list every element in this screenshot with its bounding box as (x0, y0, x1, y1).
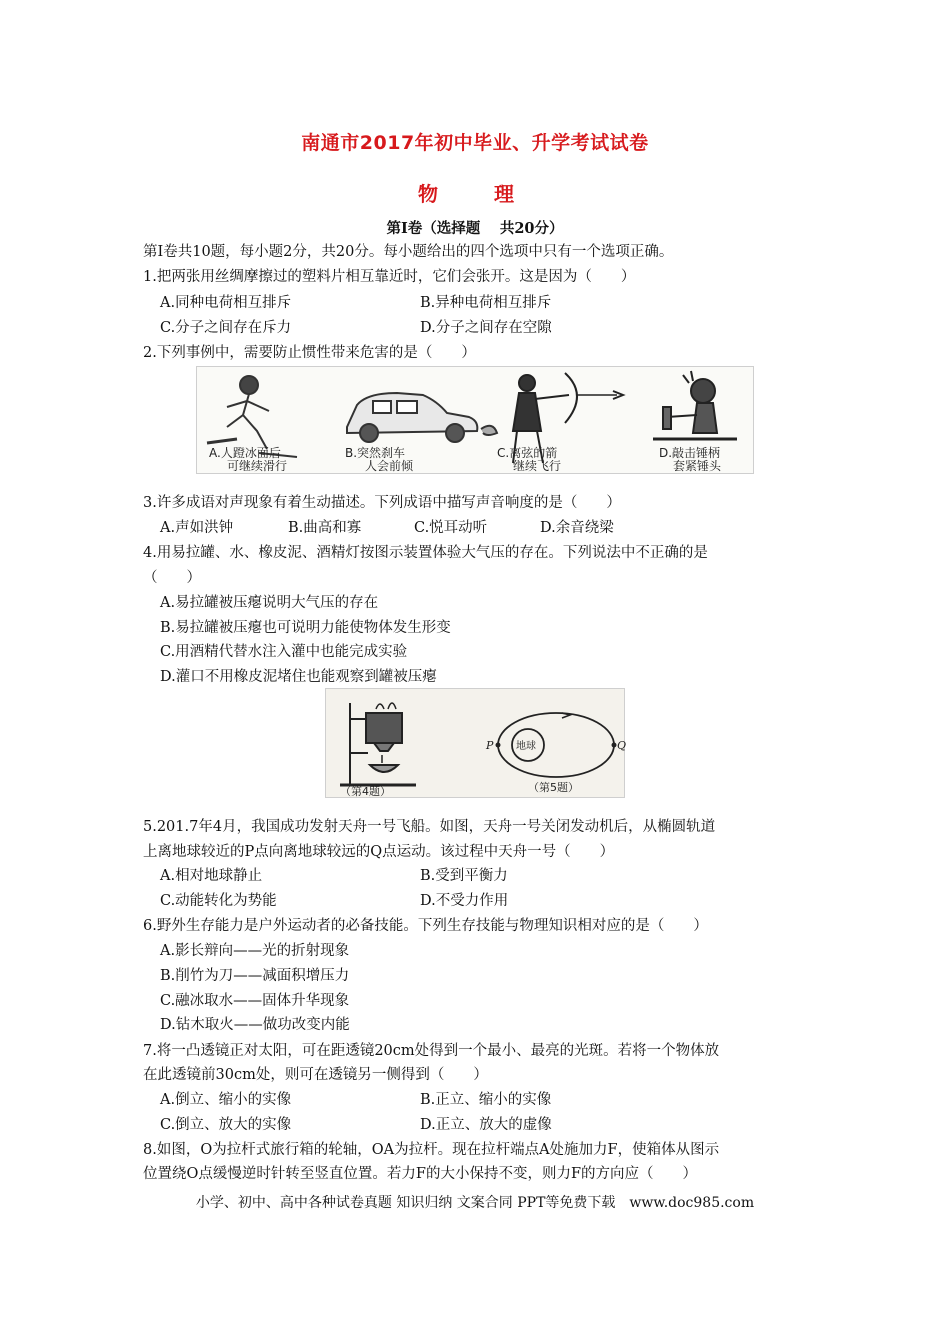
point-q-marker (612, 743, 617, 748)
point-q-label: Q (617, 739, 627, 752)
q2-illustration (197, 367, 753, 473)
q8-stem-line1: 8.如图，O为拉杆式旅行箱的轮轴，OA为拉杆。现在拉杆端点A处施加力F，使箱体从图示 (143, 1142, 720, 1158)
q6-option-b: B.削竹为刀——减面积增压力 (160, 968, 350, 984)
q1-option-b: B.异种电荷相互排斥 (420, 295, 552, 311)
q1-option-d: D.分子之间存在空隙 (420, 320, 552, 336)
car-image (347, 393, 497, 442)
q1-option-a: A.同种电荷相互排斥 (160, 295, 292, 311)
q2-caption-d1: D.敲击锤柄 (659, 446, 721, 460)
q2-figure (196, 366, 754, 474)
skater-image (207, 376, 297, 457)
q3-option-d: D.余音绕梁 (540, 520, 614, 536)
q2-stem: 2.下列事例中，需要防止惯性带来危害的是（ ） (143, 345, 476, 361)
q3-option-c: C.悦耳动听 (414, 520, 488, 536)
q2-caption-c1: C.离弦的箭 (497, 446, 558, 460)
q5-stem-line2: 上离地球较近的P点向离地球较远的Q点运动。该过程中天舟一号（ ） (143, 844, 615, 860)
q2-caption-a1: A.人蹬冰面后 (209, 446, 281, 460)
q4-option-c: C.用酒精代替水注入灌中也能完成实验 (160, 644, 408, 660)
q3-stem: 3.许多成语对声现象有着生动描述。下列成语中描写声音响度的是（ ） (143, 495, 621, 511)
q7-option-b: B.正立、缩小的实像 (420, 1092, 552, 1108)
q6-option-a: A.影长辩向——光的折射现象 (160, 943, 350, 959)
q3-option-a: A.声如洪钟 (160, 520, 234, 536)
q2-caption-d2: 套紧锤头 (673, 459, 722, 473)
q5-figure-caption: （第5题） (528, 781, 579, 794)
paper-title: 南通市2017年初中毕业、升学考试试卷 (301, 132, 649, 154)
q7-stem-line2: 在此透镜前30cm处，则可在透镜另一侧得到（ ） (143, 1067, 488, 1083)
q5-option-d: D.不受力作用 (420, 893, 509, 909)
q4-option-b: B.易拉罐被压瘪也可说明力能使物体发生形变 (160, 620, 451, 636)
q7-option-c: C.倒立、放大的实像 (160, 1117, 292, 1133)
q5-option-a: A.相对地球静止 (160, 868, 263, 884)
q2-caption-b1: B.突然刹车 (345, 446, 406, 460)
q7-stem-line1: 7.将一凸透镜正对太阳，可在距透镜20cm处得到一个最小、最亮的光斑。若将一个物体放 (143, 1043, 720, 1059)
q4-option-a: A.易拉罐被压瘪说明大气压的存在 (160, 595, 379, 611)
section-intro: 第Ⅰ卷共10题，每小题2分，共20分。每小题给出的四个选项中只有一个选项正确。 (143, 244, 674, 260)
subject-title: 物 理 (418, 182, 532, 206)
can-apparatus-image (340, 703, 416, 785)
q4-figure-caption: （第4题） (340, 785, 391, 798)
q2-caption-b2: 人会前倾 (365, 459, 414, 473)
q7-option-a: A.倒立、缩小的实像 (160, 1092, 292, 1108)
q6-stem: 6.野外生存能力是户外运动者的必备技能。下列生存技能与物理知识相对应的是（ ） (143, 918, 708, 934)
q2-caption-c2: 继续飞行 (513, 459, 562, 473)
q7-option-d: D.正立、放大的虚像 (420, 1117, 552, 1133)
q4-stem-line1: 4.用易拉罐、水、橡皮泥、酒精灯按图示装置体验大气压的存在。下列说法中不正确的是 (143, 545, 708, 561)
q1-stem: 1.把两张用丝绸摩擦过的塑料片相互靠近时，它们会张开。这是因为（ ） (143, 269, 636, 285)
q1-option-c: C.分子之间存在斥力 (160, 320, 292, 336)
point-p-marker (496, 743, 501, 748)
q5-stem-line1: 5.201.7年4月，我国成功发射天舟一号飞船。如图，天舟一号关闭发动机后，从椭圆轨道 (143, 819, 716, 835)
q4-option-d: D.灌口不用橡皮泥堵住也能观察到罐被压瘪 (160, 669, 437, 685)
q5-option-b: B.受到平衡力 (420, 868, 508, 884)
q4-stem-line2: （ ） (143, 570, 201, 586)
point-p-label: P (486, 739, 494, 752)
hammer-image (653, 371, 737, 439)
q6-option-d: D.钻木取火——做功改变内能 (160, 1017, 350, 1033)
page-footer: 小学、初中、高中各种试卷真题 知识归纳 文案合同 PPT等免费下载 www.doc985.com (195, 1195, 755, 1211)
q4-q5-figure (325, 688, 625, 798)
q8-stem-line2: 位置绕O点缓慢逆时针转至竖直位置。若力F的大小保持不变，则力F的方向应（ ） (143, 1166, 698, 1182)
q2-caption-a2: 可继续滑行 (227, 459, 288, 473)
q3-option-b: B.曲高和寡 (288, 520, 362, 536)
q6-option-c: C.融冰取水——固体升华现象 (160, 993, 350, 1009)
section-heading: 第Ⅰ卷（选择题 共20分） (386, 220, 564, 237)
q5-option-c: C.动能转化为势能 (160, 893, 277, 909)
earth-label: 地球 (516, 741, 536, 752)
q4-q5-illustration (326, 689, 627, 798)
